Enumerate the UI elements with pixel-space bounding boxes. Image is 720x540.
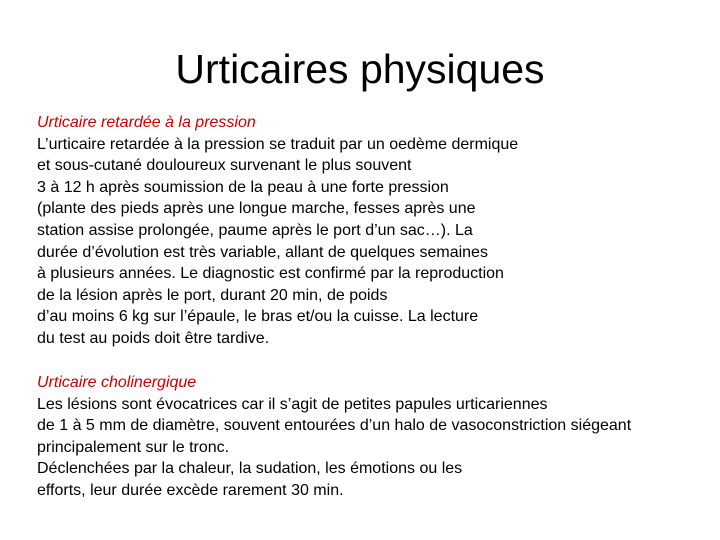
section-heading: Urticaire cholinergique (37, 374, 197, 391)
paragraph-line: durée d’évolution est très variable, allant de quelques semaines (37, 243, 488, 261)
section-cholinergic-urticaria (37, 372, 717, 502)
paragraph-line: efforts, leur durée excède rarement 30 min. (37, 481, 344, 499)
paragraph-line: 3 à 12 h après soumission de la peau à une forte pression (37, 178, 449, 196)
paragraph-line: à plusieurs années. Le diagnostic est confirmé par la reproduction (37, 265, 504, 283)
paragraph-line: de la lésion après le port, durant 20 min, de poids (37, 286, 388, 304)
paragraph-line: Déclenchées par la chaleur, la sudation, les émotions ou les (37, 460, 463, 478)
paragraph-line: d’au moins 6 kg sur l’épaule, le bras et/ou la cuisse. La lecture (37, 308, 479, 326)
paragraph-line: principalement sur le tronc. (37, 438, 230, 456)
paragraph-line: et sous-cutané douloureux survenant le plus souvent (37, 157, 412, 175)
paragraph-line: de 1 à 5 mm de diamètre, souvent entourées d’un halo de vasoconstriction siégeant (37, 417, 632, 435)
section-pressure-urticaria (37, 112, 717, 350)
paragraph-line: du test au poids doit être tardive. (37, 329, 270, 347)
paragraph-line: station assise prolongée, paume après le port d’un sac…). La (37, 221, 473, 239)
section-heading: Urticaire retardée à la pression (37, 114, 256, 131)
slide-title: Urticaires physiques (175, 46, 545, 92)
paragraph-line: (plante des pieds après une longue marche, fesses après une (37, 200, 476, 218)
paragraph-line: Les lésions sont évocatrices car il s’agit de petites papules urticariennes (37, 395, 548, 413)
paragraph-line: L’urticaire retardée à la pression se traduit par un oedème dermique (37, 135, 519, 153)
